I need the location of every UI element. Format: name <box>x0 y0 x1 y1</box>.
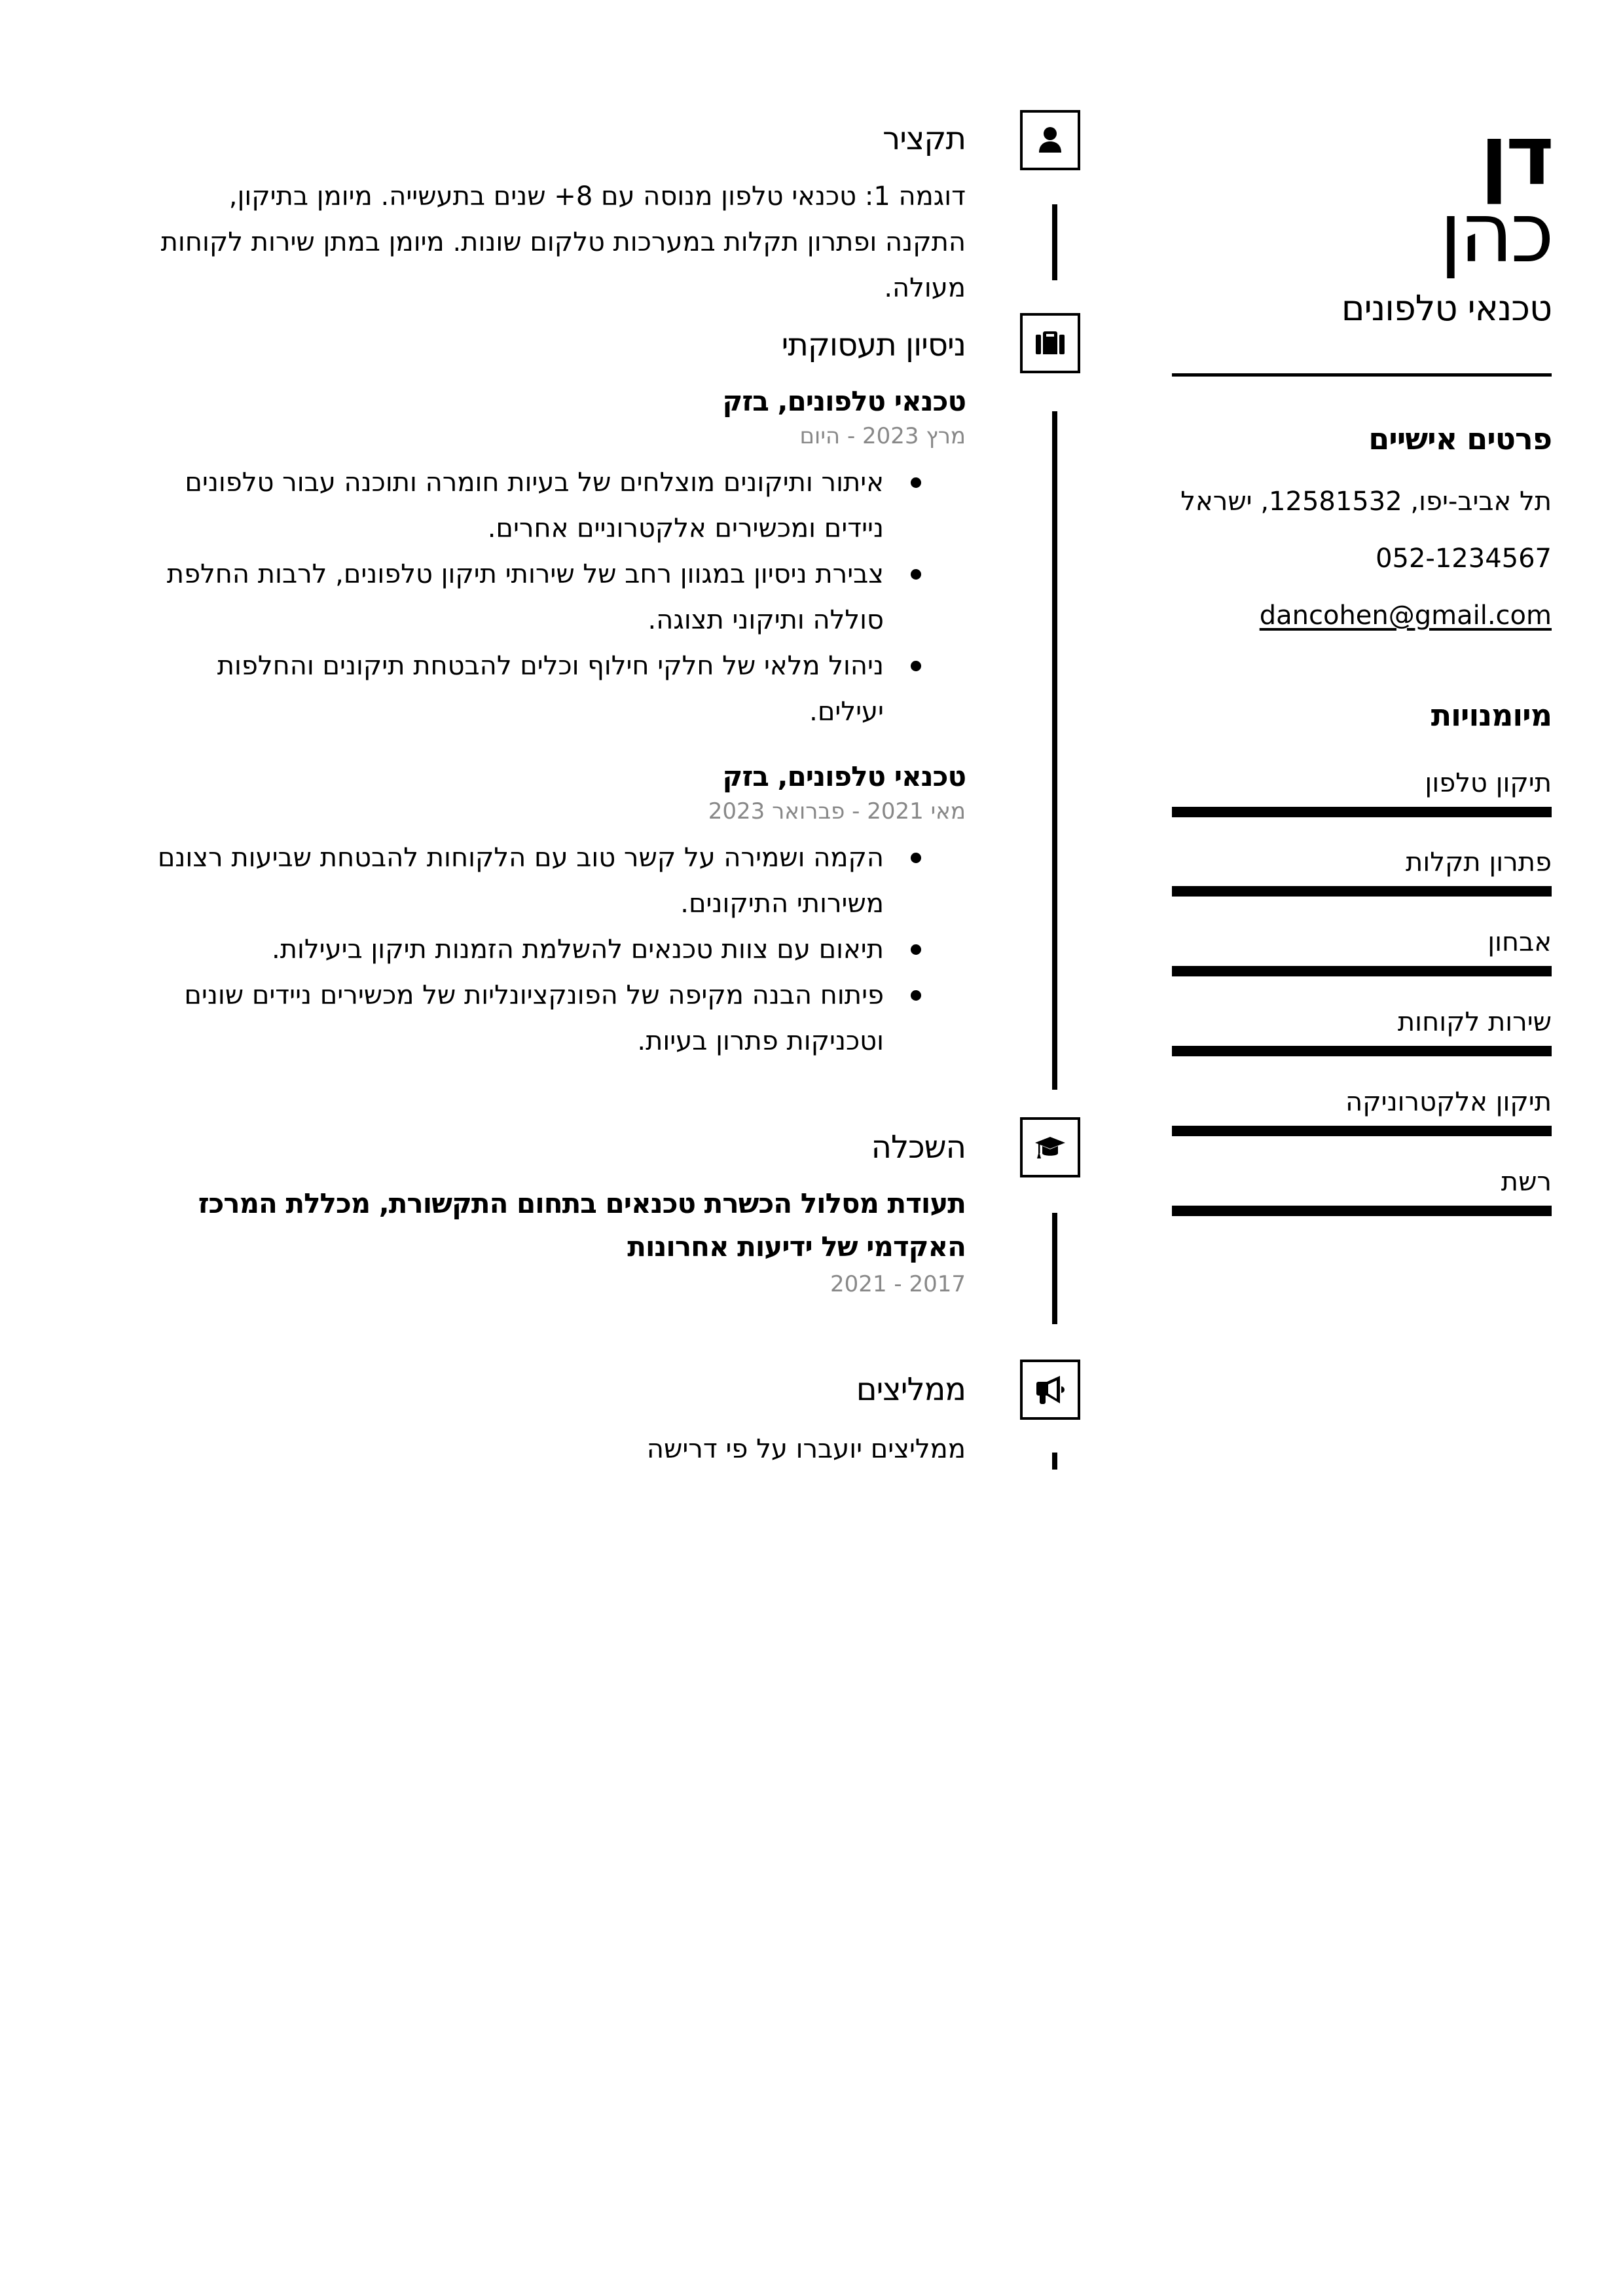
last-name: כהן <box>1439 185 1552 281</box>
education-icon-box <box>1020 1117 1080 1177</box>
user-icon <box>1034 124 1067 157</box>
experience-icon-box <box>1020 313 1080 373</box>
skill-label: תיקון טלפון <box>1425 768 1552 798</box>
skill-level-bar <box>1172 1046 1552 1056</box>
skill-item <box>1172 844 1552 897</box>
experience-title: ניסיון תעסוקתי <box>781 327 966 363</box>
personal-details-heading: פרטים אישיים <box>1368 421 1552 456</box>
timeline-line <box>1052 411 1057 1090</box>
timeline-line <box>1052 1213 1057 1324</box>
bullet-item: תיאום עם צוות טכנאים להשלמת הזמנות תיקון ביעילות. <box>151 927 966 972</box>
job-bullets <box>151 460 966 735</box>
bullet-dot-icon <box>911 661 921 671</box>
bullet-dot-icon <box>911 569 921 580</box>
skill-item <box>1172 1004 1552 1056</box>
bullet-dot-icon <box>911 477 921 488</box>
header-divider <box>1172 373 1552 377</box>
job-bullets <box>151 835 966 1064</box>
skills-heading: מיומנויות <box>1431 697 1552 733</box>
summary-title: תקציר <box>883 120 966 157</box>
skill-level-bar <box>1172 1206 1552 1216</box>
skill-level-bar <box>1172 886 1552 897</box>
skill-item <box>1172 765 1552 817</box>
bullet-dot-icon <box>911 853 921 863</box>
job-heading: טכנאי טלפונים, בזק <box>722 385 966 417</box>
education-heading: תעודת מסלול הכשרת טכנאים בתחום התקשורת, מכללת המרכז האקדמי של ידיעות אחרונות <box>198 1187 966 1263</box>
phone: 052-1234567 <box>1376 544 1552 574</box>
skill-item <box>1172 1084 1552 1136</box>
first-name: דן <box>1480 107 1552 204</box>
bullet-item: איתור ותיקונים מוצלחים של בעיות חומרה ותוכנה עבור טלפונים ניידים ומכשירים אלקטרוניים אחרים. <box>151 460 966 551</box>
timeline-line <box>1052 204 1057 280</box>
briefcase-icon <box>1034 327 1067 360</box>
address: תל אביב-יפו, 12581532, ישראל <box>1180 487 1552 517</box>
bullet-dot-icon <box>911 990 921 1001</box>
timeline-line <box>1052 1453 1057 1470</box>
job-title: טכנאי טלפונים <box>1341 287 1552 329</box>
bullet-item: הקמה ושמירה על קשר טוב עם הלקוחות להבטחת שביעות רצונם משירותי התיקונים. <box>151 835 966 927</box>
skill-level-bar <box>1172 966 1552 976</box>
skill-item <box>1172 1164 1552 1216</box>
skill-label: שירות לקוחות <box>1397 1007 1552 1037</box>
bullet-item: צבירת ניסיון במגוון רחב של שירותי תיקון טלפונים, לרבות החלפת סוללה ותיקוני תצוגה. <box>151 551 966 643</box>
skill-label: רשת <box>1501 1167 1552 1197</box>
bullet-item: פיתוח הבנה מקיפה של הפונקציונליות של מכשירים ניידים שונים וטכניקות פתרון בעיות. <box>151 972 966 1064</box>
references-title: ממליצים <box>856 1371 966 1408</box>
bullet-dot-icon <box>911 944 921 955</box>
skill-item <box>1172 924 1552 976</box>
references-text: ממליצים יועברו על פי דרישה <box>646 1434 966 1464</box>
skill-level-bar <box>1172 807 1552 817</box>
skill-level-bar <box>1172 1126 1552 1136</box>
skill-label: אבחון <box>1487 927 1552 957</box>
job-dates: מאי 2021 - פברואר 2023 <box>708 798 966 824</box>
email-link[interactable] <box>1260 597 1552 634</box>
education-dates: 2017 - 2021 <box>830 1271 966 1297</box>
megaphone-icon <box>1034 1373 1067 1406</box>
job-heading: טכנאי טלפונים, בזק <box>722 760 966 792</box>
graduation-cap-icon <box>1034 1131 1067 1164</box>
education-title: השכלה <box>871 1129 966 1166</box>
bullet-item: ניהול מלאי של חלקי חילוף וכלים להבטחת תיקונים והחלפות יעילים. <box>151 643 966 735</box>
references-icon-box <box>1020 1360 1080 1420</box>
skill-label: פתרון תקלות <box>1406 847 1552 878</box>
skill-label: תיקון אלקטרוניקה <box>1345 1087 1552 1117</box>
email-address[interactable]: dancohen@gmail.com <box>1259 601 1552 631</box>
job-dates: מרץ 2023 - היום <box>799 423 966 449</box>
summary-text: דוגמה 1: טכנאי טלפון מנוסה עם 8+ שנים בתעשייה. מיומן בתיקון, התקנה ופתרון תקלות במערכות טלקום שונות. מיומן במתן שירות לקוחות מעולה. <box>160 181 966 303</box>
summary-icon-box <box>1020 110 1080 170</box>
